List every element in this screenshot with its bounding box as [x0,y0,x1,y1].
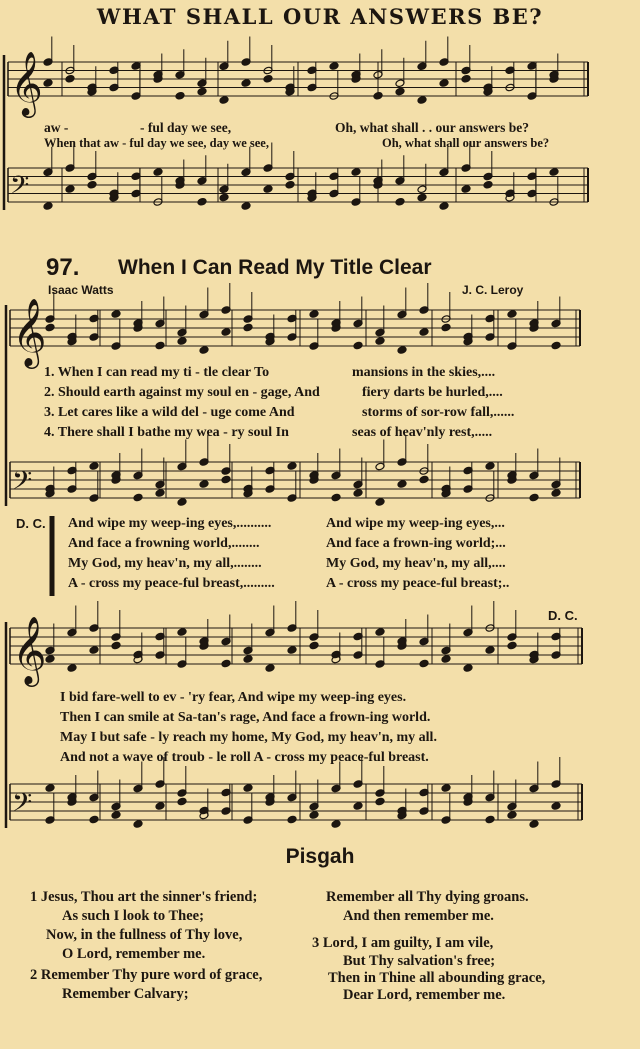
refrain-a-4b: A - cross my peace-ful breast;.. [326,576,510,591]
verse-1a: 1. When I can read my ti - tle clear To [44,365,270,380]
dc-end-label: D. C. [548,608,578,623]
refrain-b-2: Then I can smile at Sa-tan's rage, And face a frown-ing world. [60,710,431,725]
top-lyric-1c: Oh, what shall . . our answers be? [335,120,530,135]
refrain-a-1a: And wipe my weep-ing eyes,.......... [68,516,272,531]
svg-text:𝄢: 𝄢 [12,466,33,502]
refrain-a-2a: And face a frowning world,........ [68,536,260,551]
verse-1b: mansions in the skies,.... [352,365,496,380]
pisgah-left-1: 1 Jesus, Thou art the sinner's friend; [30,889,258,905]
pisgah-left-6: Remember Calvary; [62,986,189,1002]
verse-2b: fiery darts be hurled,.... [362,385,503,400]
hymn-number: 97. [46,254,80,281]
svg-text:𝄢: 𝄢 [10,171,30,206]
refrain-b-3: May I but safe - ly reach my home, My God, my heav'n, my all. [60,730,437,745]
verse-2a: 2. Should earth against my soul en - gage, And [44,385,320,400]
dc-label: D. C. [16,516,46,531]
verse-4b: seas of heav'nly rest,..... [352,425,493,440]
verse-3b: storms of sor-row fall,...... [362,405,515,420]
composer: J. C. Leroy [462,283,524,297]
verse-3a: 3. Let cares like a wild del - uge come And [44,405,295,420]
pisgah-title: Pisgah [285,845,355,868]
refrain-a-3a: My God, my heav'n, my all,........ [68,556,262,571]
top-lyric-1a: aw - [44,120,69,135]
svg-text:𝄞: 𝄞 [12,298,47,366]
pisgah-left-4: O Lord, remember me. [62,946,206,962]
lyricist: Isaac Watts [48,283,114,297]
refrain-b-4: And not a wave of troub - le roll A - cross my peace-ful breast. [60,750,429,765]
pisgah-left-3: Now, in the fullness of Thy love, [46,927,243,943]
refrain-a-4a: A - cross my peace-ful breast,......... [68,576,275,591]
svg-text:𝄞: 𝄞 [10,52,43,116]
pisgah-left-5: 2 Remember Thy pure word of grace, [30,967,263,983]
svg-text:𝄞: 𝄞 [12,616,47,684]
top-hymn-title: WHAT SHALL OUR ANSWERS BE? [96,4,544,29]
top-lyric-2a: When that aw - ful day we see, day we see, [44,136,269,150]
refrain-a-2b: And face a frown-ing world;... [326,536,506,551]
pisgah-left-2: As such I look to Thee; [62,908,204,924]
refrain-a-1b: And wipe my weep-ing eyes,... [326,516,505,531]
top-lyric-1b: - ful day we see, [140,120,232,135]
svg-text:𝄢: 𝄢 [12,788,33,824]
pisgah-right-2: And then remember me. [343,908,494,924]
refrain-b-1: I bid fare-well to ev - 'ry fear, And wipe my weep-ing eyes. [60,690,407,705]
pisgah-right-4: But Thy salvation's free; [343,953,496,969]
hymn-title: When I Can Read My Title Clear [118,256,432,279]
top-lyric-2b: Oh, what shall our answers be? [382,136,550,150]
refrain-a-3b: My God, my heav'n, my all,.... [326,556,506,571]
pisgah-right-1: Remember all Thy dying groans. [326,889,529,905]
pisgah-right-3: 3 Lord, I am guilty, I am vile, [312,935,494,951]
verse-4a: 4. There shall I bathe my wea - ry soul In [44,425,289,440]
pisgah-right-6: Dear Lord, remember me. [343,987,506,1003]
pisgah-right-5: Then in Thine all abounding grace, [328,970,546,986]
